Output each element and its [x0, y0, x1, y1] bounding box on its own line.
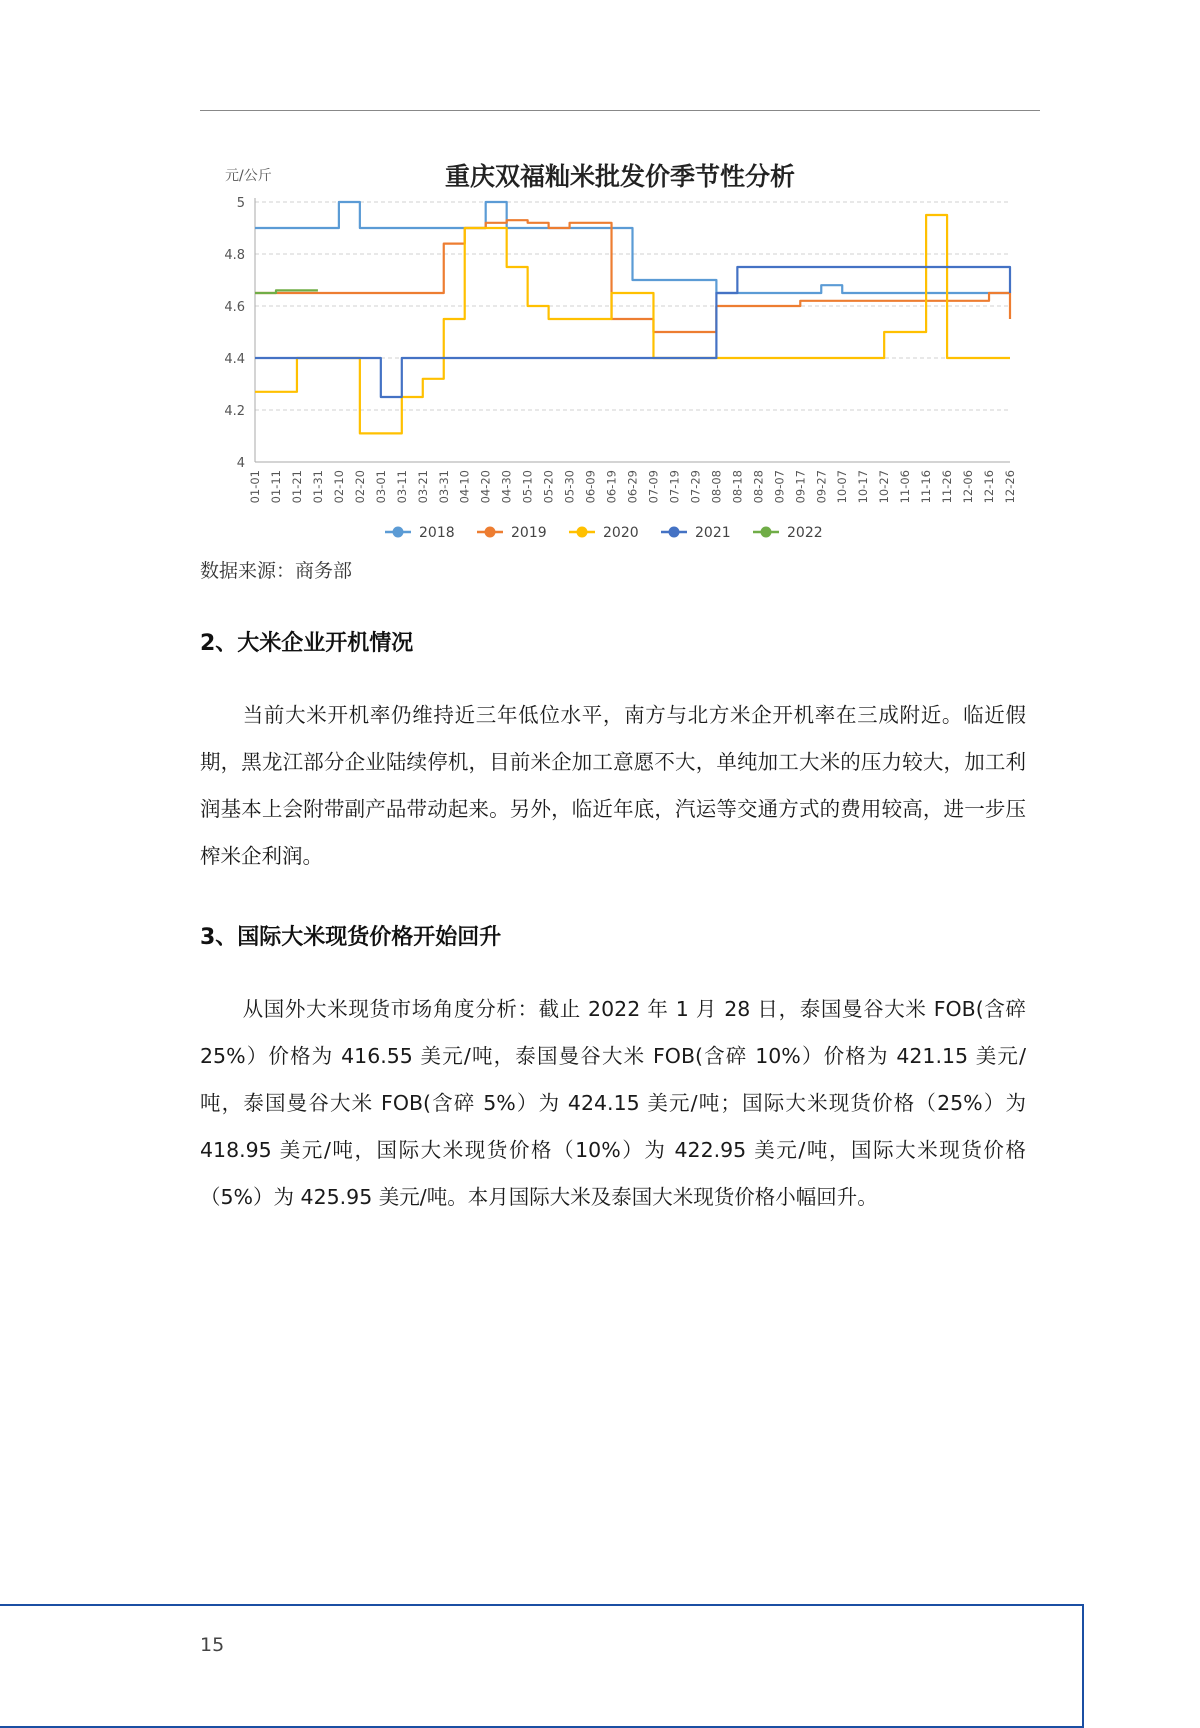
page-number: 15 — [200, 1634, 225, 1656]
x-tick-label: 04-20 — [478, 470, 493, 504]
legend-marker-2021 — [669, 527, 680, 538]
x-tick-label: 09-07 — [772, 470, 787, 504]
series-lines — [255, 202, 1010, 433]
x-tick-label: 03-21 — [415, 470, 430, 504]
chart-svg — [200, 150, 1040, 550]
legend-marker-2020 — [577, 527, 588, 538]
legend-label-2019: 2019 — [511, 525, 547, 541]
legend-label-2020: 2020 — [603, 525, 639, 541]
x-tick-label: 08-08 — [709, 470, 724, 504]
series-line-2018 — [255, 202, 1010, 293]
x-tick-labels — [248, 470, 1017, 503]
section-2-text: 当前大米开机率仍维持近三年低位水平，南方与北方米企开机率在三成附近。临近假期，黑龙江部分企业陆续停机，目前米企加工意愿不大，单纯加工大米的压力较大，加工利润基本上会附带副产品带动起来。另外，临近年底，汽运等交通方式的费用较高，进一步压榨米企利润。 — [200, 703, 1026, 868]
x-tick-label: 01-11 — [268, 470, 283, 504]
x-tick-label: 12-26 — [1003, 470, 1017, 504]
x-tick-label: 04-30 — [499, 470, 514, 504]
x-tick-label: 05-30 — [562, 470, 577, 504]
legend-label-2022: 2022 — [787, 525, 823, 541]
x-tick-label: 01-31 — [310, 470, 325, 504]
section-3-paragraph — [200, 986, 1026, 1221]
x-tick-label: 12-06 — [961, 470, 976, 504]
section-3-heading: 3、国际大米现货价格开始回升 — [200, 925, 502, 950]
chart-title: 重庆双福籼米批发价季节性分析 — [444, 162, 796, 191]
x-tick-label: 07-09 — [646, 470, 661, 504]
x-tick-label: 05-10 — [520, 470, 535, 504]
section-2-heading: 2、大米企业开机情况 — [200, 631, 414, 656]
x-tick-label: 07-29 — [688, 469, 703, 504]
x-tick-label: 03-31 — [436, 470, 451, 504]
x-tick-label: 04-10 — [457, 470, 472, 504]
y-axis-unit: 元/公斤 — [225, 168, 272, 184]
footer-frame — [0, 1604, 1084, 1728]
section-2-paragraph — [200, 692, 1026, 880]
x-tick-label: 10-17 — [856, 470, 871, 504]
legend-label-2018: 2018 — [419, 525, 455, 541]
x-tick-label: 02-20 — [352, 470, 367, 504]
x-tick-label: 10-07 — [835, 470, 850, 504]
legend-marker-2019 — [485, 527, 496, 538]
y-tick-labels — [224, 196, 245, 471]
data-source-note: 数据来源：商务部 — [200, 560, 353, 582]
x-tick-label: 03-01 — [373, 470, 388, 504]
x-tick-label: 08-28 — [751, 470, 766, 504]
y-tick-label: 4.8 — [224, 248, 245, 263]
x-tick-label: 05-20 — [541, 470, 556, 504]
x-tick-label: 09-17 — [793, 470, 808, 504]
x-tick-label: 06-09 — [583, 470, 598, 504]
x-tick-label: 06-19 — [604, 470, 619, 504]
header-rule — [200, 110, 1040, 111]
y-tick-label: 4 — [236, 456, 245, 471]
section-3-text: 从国外大米现货市场角度分析：截止 2022 年 1 月 28 日，泰国曼谷大米 FOB(含碎 25%）价格为 416.55 美元/吨，泰国曼谷大米 FOB(含碎 10%）价格为 421.15 美元/吨，泰国曼谷大米 FOB(含碎 5%）为 424.15 美元/吨；国际大米现货价格（25%）为 418.95 美元/吨，国际大米现货价格（10%）为 422.95 美元/吨，国际大米现货价格（5%）为 425.95 美元/吨。本月国际大米及泰国大米现货价格小幅回升。 — [200, 997, 1026, 1209]
x-tick-label: 03-11 — [394, 470, 409, 504]
legend-marker-2018 — [393, 527, 404, 538]
x-tick-label: 11-26 — [940, 470, 955, 504]
x-tick-label: 01-01 — [248, 470, 262, 504]
price-chart — [200, 150, 1040, 550]
x-tick-label: 12-16 — [982, 470, 997, 504]
x-tick-label: 10-27 — [877, 470, 892, 504]
x-tick-label: 02-10 — [331, 470, 346, 504]
y-tick-label: 4.2 — [224, 404, 245, 419]
x-tick-label: 11-06 — [898, 470, 913, 504]
legend — [385, 525, 823, 541]
legend-label-2021: 2021 — [695, 525, 731, 541]
x-tick-label: 01-21 — [289, 470, 304, 504]
y-tick-label: 4.6 — [224, 300, 245, 315]
x-tick-label: 06-29 — [625, 470, 640, 504]
legend-marker-2022 — [761, 527, 772, 538]
y-tick-label: 5 — [236, 196, 245, 211]
x-tick-label: 08-18 — [730, 470, 745, 504]
x-tick-label: 09-27 — [814, 470, 829, 504]
y-tick-label: 4.4 — [224, 352, 245, 367]
x-tick-label: 07-19 — [667, 470, 682, 504]
x-tick-label: 11-16 — [919, 470, 934, 504]
